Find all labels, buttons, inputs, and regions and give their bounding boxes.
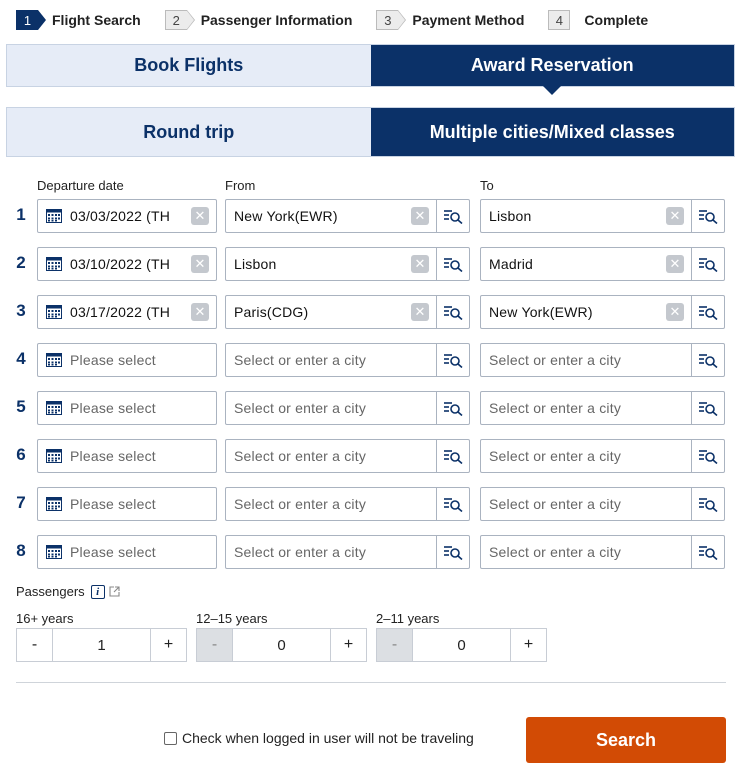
calendar-icon <box>46 449 62 463</box>
search-button[interactable]: Search <box>526 717 726 763</box>
from-city-input[interactable] <box>225 487 470 521</box>
calendar-icon <box>46 353 62 367</box>
adult-count[interactable]: 1 <box>52 629 151 661</box>
child-count[interactable]: 0 <box>412 629 511 661</box>
step-number: 2 <box>165 10 187 30</box>
city-lookup-icon[interactable] <box>691 296 724 328</box>
from-city-placeholder: Select or enter a city <box>234 496 367 512</box>
city-lookup-icon[interactable] <box>436 200 469 232</box>
external-link-icon[interactable] <box>109 586 120 597</box>
departure-date-input[interactable] <box>37 535 217 569</box>
to-city-input[interactable] <box>480 439 725 473</box>
step-complete <box>548 10 648 30</box>
tab-round-trip[interactable]: Round trip <box>7 108 371 156</box>
from-city-input[interactable] <box>225 295 470 329</box>
clear-icon[interactable]: ✕ <box>411 207 429 225</box>
step-payment-method <box>376 10 524 30</box>
passengers-heading <box>16 584 120 599</box>
calendar-icon <box>46 497 62 511</box>
to-city-input[interactable] <box>480 199 725 233</box>
step-label: Payment Method <box>412 12 525 28</box>
calendar-icon <box>46 305 62 319</box>
step-label: Complete <box>584 12 649 28</box>
to-city-input[interactable] <box>480 535 725 569</box>
divider <box>16 682 726 683</box>
departure-date-header: Departure date <box>37 178 124 193</box>
clear-icon[interactable]: ✕ <box>666 207 684 225</box>
departure-date-input[interactable] <box>37 343 217 377</box>
from-city-value: Lisbon <box>234 256 277 272</box>
departure-date-placeholder: Please select <box>70 352 156 368</box>
flight-segment-row <box>0 439 741 473</box>
to-city-placeholder: Select or enter a city <box>489 448 622 464</box>
to-city-placeholder: Select or enter a city <box>489 496 622 512</box>
to-city-placeholder: Select or enter a city <box>489 352 622 368</box>
to-city-placeholder: Select or enter a city <box>489 544 622 560</box>
from-city-input[interactable] <box>225 535 470 569</box>
step-flight-search <box>16 10 141 30</box>
calendar-icon <box>46 209 62 223</box>
departure-date-input[interactable] <box>37 487 217 521</box>
tab-multiple-cities[interactable]: Multiple cities/Mixed classes <box>371 108 735 156</box>
city-lookup-icon[interactable] <box>436 296 469 328</box>
from-city-value: Paris(CDG) <box>234 304 309 320</box>
to-city-input[interactable] <box>480 343 725 377</box>
booking-type-tabs <box>6 44 735 87</box>
departure-date-value: 03/17/2022 (TH <box>70 304 171 320</box>
flight-segment-row <box>0 535 741 569</box>
city-lookup-icon[interactable] <box>691 392 724 424</box>
step-number: 3 <box>376 10 398 30</box>
child-stepper <box>376 628 547 662</box>
passengers-label: Passengers <box>16 584 85 599</box>
city-lookup-icon[interactable] <box>691 536 724 568</box>
departure-date-input[interactable] <box>37 199 217 233</box>
flight-segment-row <box>0 391 741 425</box>
from-city-placeholder: Select or enter a city <box>234 448 367 464</box>
to-city-placeholder: Select or enter a city <box>489 400 622 416</box>
departure-date-placeholder: Please select <box>70 496 156 512</box>
flight-segment-row <box>0 247 741 281</box>
info-icon[interactable]: i <box>91 585 105 599</box>
segment-number: 2 <box>16 253 26 272</box>
departure-date-input[interactable] <box>37 247 217 281</box>
to-city-input[interactable] <box>480 391 725 425</box>
age-label-youth: 12–15 years <box>196 611 268 626</box>
city-lookup-icon[interactable] <box>691 488 724 520</box>
departure-date-input[interactable] <box>37 295 217 329</box>
from-city-placeholder: Select or enter a city <box>234 400 367 416</box>
departure-date-placeholder: Please select <box>70 400 156 416</box>
from-city-placeholder: Select or enter a city <box>234 544 367 560</box>
city-lookup-icon[interactable] <box>436 392 469 424</box>
tab-book-flights[interactable]: Book Flights <box>7 45 371 86</box>
progress-steps <box>16 8 733 32</box>
city-lookup-icon[interactable] <box>436 248 469 280</box>
city-lookup-icon[interactable] <box>436 536 469 568</box>
city-lookup-icon[interactable] <box>436 344 469 376</box>
to-city-input[interactable] <box>480 295 725 329</box>
calendar-icon <box>46 545 62 559</box>
from-city-input[interactable] <box>225 343 470 377</box>
decrement-button[interactable]: - <box>377 629 412 661</box>
clear-icon[interactable]: ✕ <box>191 255 209 273</box>
segment-number: 3 <box>16 301 26 320</box>
city-lookup-icon[interactable] <box>691 440 724 472</box>
step-label: Passenger Information <box>200 12 353 28</box>
age-label-adult: 16+ years <box>16 611 74 626</box>
tab-award-reservation[interactable]: Award Reservation <box>371 45 735 86</box>
step-label: Flight Search <box>52 12 141 28</box>
flight-segment-row <box>0 487 741 521</box>
from-city-input[interactable] <box>225 439 470 473</box>
departure-date-placeholder: Please select <box>70 544 156 560</box>
from-city-value: New York(EWR) <box>234 208 338 224</box>
flight-segment-row <box>0 199 741 233</box>
to-header: To <box>480 178 494 193</box>
age-label-child: 2–11 years <box>376 611 440 626</box>
departure-date-input[interactable] <box>37 391 217 425</box>
city-lookup-icon[interactable] <box>691 248 724 280</box>
step-number: 4 <box>548 10 570 30</box>
clear-icon[interactable]: ✕ <box>411 255 429 273</box>
flight-segment-row <box>0 295 741 329</box>
youth-stepper <box>196 628 367 662</box>
clear-icon[interactable]: ✕ <box>666 303 684 321</box>
from-city-input[interactable] <box>225 247 470 281</box>
step-passenger-information <box>165 10 353 30</box>
calendar-icon <box>46 401 62 415</box>
from-city-placeholder: Select or enter a city <box>234 352 367 368</box>
clear-icon[interactable]: ✕ <box>666 255 684 273</box>
calendar-icon <box>46 257 62 271</box>
city-lookup-icon[interactable] <box>436 440 469 472</box>
clear-icon[interactable]: ✕ <box>411 303 429 321</box>
to-city-value: New York(EWR) <box>489 304 593 320</box>
departure-date-input[interactable] <box>37 439 217 473</box>
departure-date-value: 03/03/2022 (TH <box>70 208 171 224</box>
clear-icon[interactable]: ✕ <box>191 303 209 321</box>
increment-button[interactable]: + <box>511 629 546 661</box>
not-traveling-checkbox[interactable] <box>164 732 177 745</box>
from-city-input[interactable] <box>225 199 470 233</box>
city-lookup-icon[interactable] <box>691 344 724 376</box>
to-city-input[interactable] <box>480 247 725 281</box>
not-traveling-checkbox-row[interactable] <box>164 730 474 746</box>
youth-count[interactable]: 0 <box>232 629 331 661</box>
adult-stepper <box>16 628 187 662</box>
not-traveling-label: Check when logged in user will not be traveling <box>182 730 474 746</box>
decrement-button[interactable]: - <box>17 629 52 661</box>
segment-number: 4 <box>16 349 26 368</box>
segment-number: 7 <box>16 493 26 512</box>
step-number: 1 <box>16 10 38 30</box>
segment-number: 6 <box>16 445 26 464</box>
to-city-value: Madrid <box>489 256 533 272</box>
from-city-input[interactable] <box>225 391 470 425</box>
clear-icon[interactable]: ✕ <box>191 207 209 225</box>
city-lookup-icon[interactable] <box>691 200 724 232</box>
segment-number: 8 <box>16 541 26 560</box>
increment-button[interactable]: + <box>151 629 186 661</box>
from-header: From <box>225 178 256 193</box>
flight-segment-row <box>0 343 741 377</box>
city-lookup-icon[interactable] <box>436 488 469 520</box>
segment-number: 5 <box>16 397 26 416</box>
segment-number: 1 <box>16 205 26 224</box>
increment-button[interactable]: + <box>331 629 366 661</box>
departure-date-placeholder: Please select <box>70 448 156 464</box>
departure-date-value: 03/10/2022 (TH <box>70 256 171 272</box>
decrement-button[interactable]: - <box>197 629 232 661</box>
to-city-value: Lisbon <box>489 208 532 224</box>
to-city-input[interactable] <box>480 487 725 521</box>
trip-type-tabs <box>6 107 735 157</box>
